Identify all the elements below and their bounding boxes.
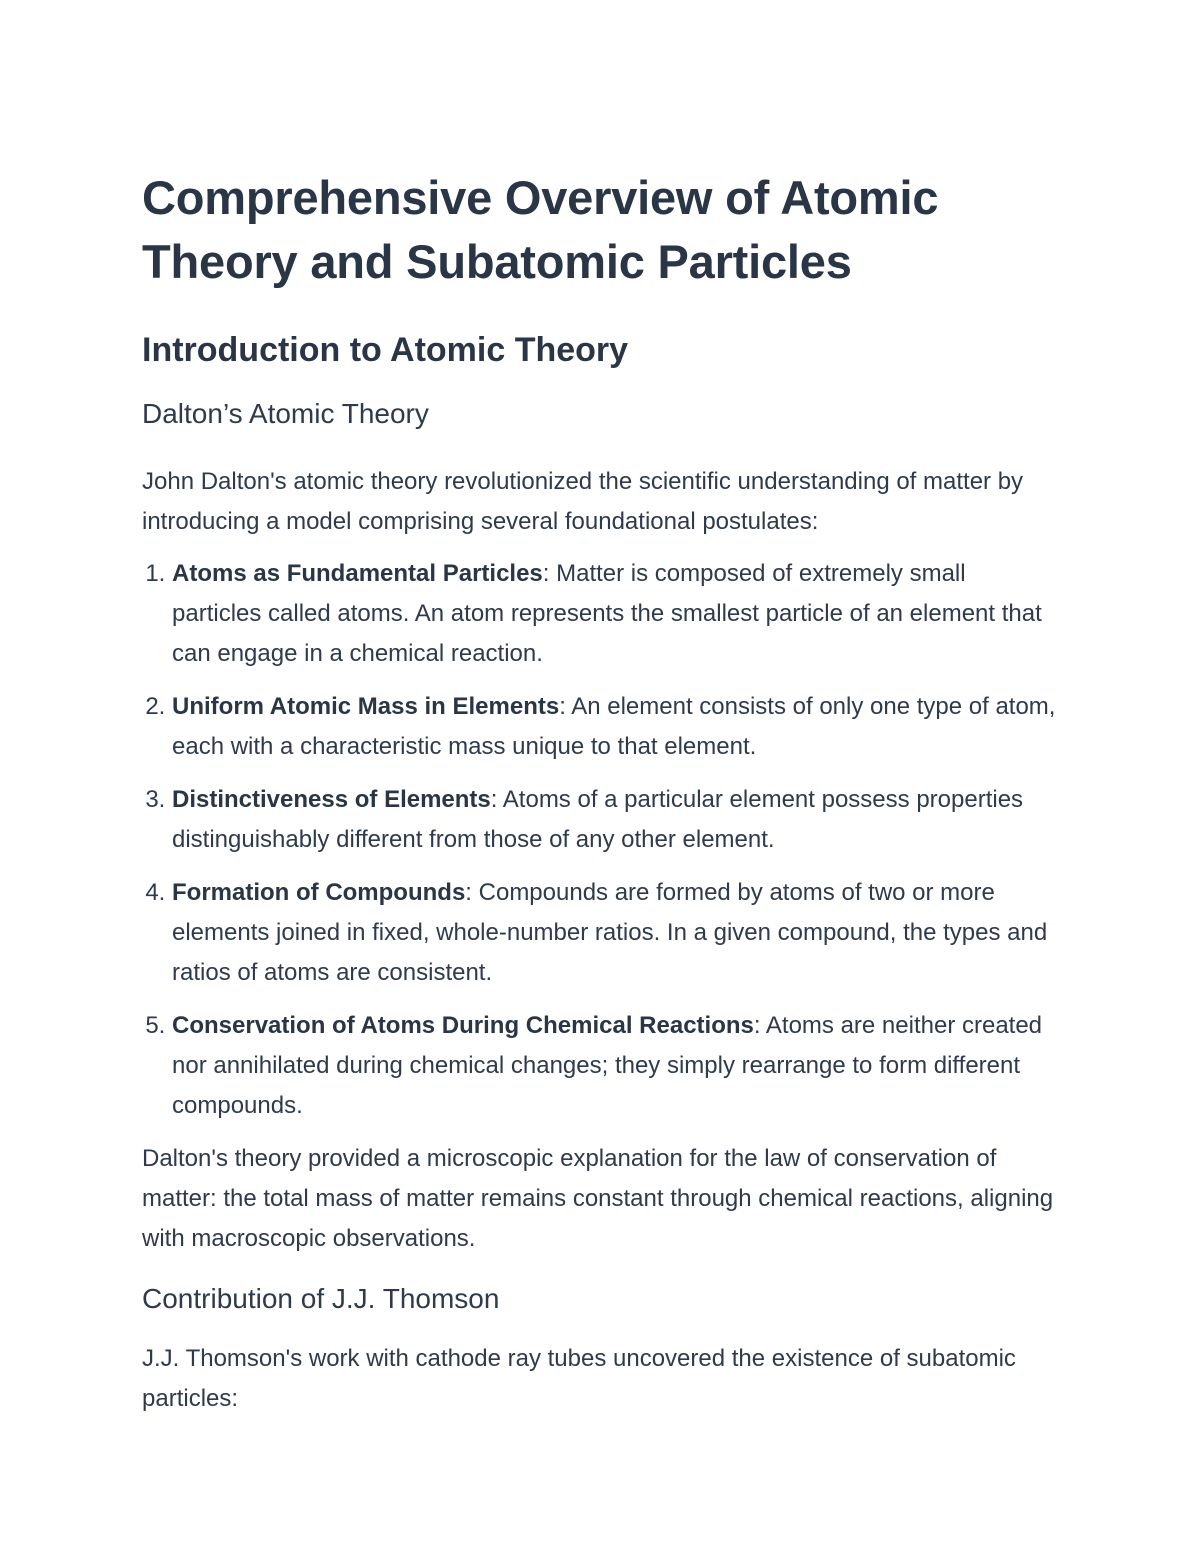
list-item	[172, 1006, 1060, 1126]
postulate-text: : Matter is composed of extremely small particles called atoms. An atom represents the smallest particle of an element that can engage in a chemical reaction.	[172, 560, 1042, 667]
postulate-text: : An element consists of only one type of atom, each with a characteristic mass unique to that element.	[172, 693, 1056, 760]
postulate-term: Conservation of Atoms During Chemical Reactions	[172, 1012, 754, 1039]
list-item	[172, 554, 1060, 674]
document-title: Comprehensive Overview of Atomic Theory and Subatomic Particles	[142, 171, 939, 288]
subsection-heading-thomson: Contribution of J.J. Thomson	[142, 1283, 500, 1314]
postulate-term: Distinctiveness of Elements	[172, 786, 491, 813]
postulate-term: Formation of Compounds	[172, 879, 466, 906]
subsection-heading-dalton: Dalton’s Atomic Theory	[142, 398, 429, 429]
list-item	[172, 873, 1060, 993]
postulates-list	[142, 554, 1060, 1126]
postulate-text: : Atoms of a particular element possess properties distinguishably different from those of any other element.	[172, 786, 1024, 853]
postulate-text: : Atoms are neither created nor annihilated during chemical changes; they simply rearrange to form different compounds.	[172, 1012, 1043, 1119]
dalton-intro-paragraph: John Dalton's atomic theory revolutionized the scientific understanding of matter by introducing a model comprising several foundational postulates:	[142, 468, 1024, 535]
postulate-term: Atoms as Fundamental Particles	[172, 560, 543, 587]
dalton-conclusion-paragraph: Dalton's theory provided a microscopic explanation for the law of conservation of matter: the total mass of matter remains constant through chemical reactions, aligning with macroscopic observations.	[142, 1145, 1054, 1252]
thomson-intro-paragraph: J.J. Thomson's work with cathode ray tubes uncovered the existence of subatomic particles:	[142, 1345, 1016, 1412]
postulate-text: : Compounds are formed by atoms of two or more elements joined in fixed, whole-number ratios. In a given compound, the types and ratios of atoms are consistent.	[172, 879, 1048, 986]
list-item	[172, 780, 1060, 860]
postulate-term: Uniform Atomic Mass in Elements	[172, 693, 560, 720]
section-heading: Introduction to Atomic Theory	[142, 331, 629, 369]
list-item	[172, 687, 1060, 767]
